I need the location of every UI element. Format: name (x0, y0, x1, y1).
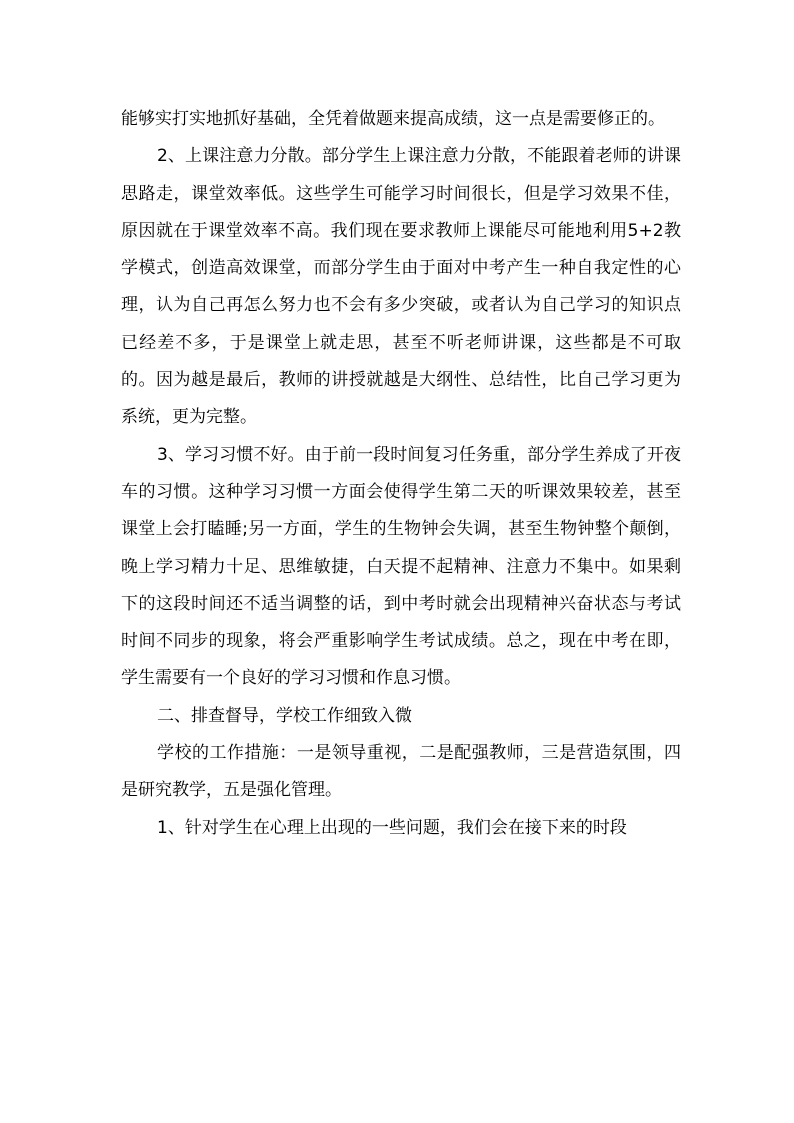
paragraph-psychology: 1、针对学生在心理上出现的一些问题，我们会在接下来的时段 (157, 817, 627, 838)
paragraph-study-habits: 3、学习习惯不好。由于前一段时间复习任务重，部分学生养成了开夜车的习惯。这种学习习惯一方面会使得学生第二天的听课效果较差，甚至课堂上会打瞌睡;另一方面，学生的生物钟会失调，甚至生物钟整个颠倒，晚上学习精力十足、思维敏捷，白天提不起精神、注意力不集中。如果剩下的这段时间还不适当调整的话，到中考时就会出现精神兴奋状态与考试时间不同步的现象，将会严重影响学生考试成绩。总之，现在中考在即，学生需要有一个良好的学习习惯和作息习惯。 (121, 444, 681, 689)
section-heading-supervision: 二、排查督导，学校工作细致入微 (157, 705, 412, 726)
document-body (121, 101, 681, 847)
paragraph-school-measures: 学校的工作措施：一是领导重视，二是配强教师，三是营造氛围，四是研究教学，五是强化管理。 (121, 743, 681, 801)
paragraph-continuation: 能够实打实地抓好基础，全凭着做题来提高成绩，这一点是需要修正的。 (121, 109, 665, 129)
paragraph-attention: 2、上课注意力分散。部分学生上课注意力分散，不能跟着老师的讲课思路走，课堂效率低。这些学生可能学习时间很长，但是学习效果不佳，原因就在于课堂效率不高。我们现在要求教师上课能尽可能地利用5+2教学模式，创造高效课堂，而部分学生由于面对中考产生一种自我定性的心理，认为自己再怎么努力也不会有多少突破，或者认为自己学习的知识点已经差不多，于是课堂上就走思，甚至不听老师讲课，这些都是不可取的。因为越是最后，教师的讲授就越是大纲性、总结性，比自己学习更为系统，更为完整。 (121, 146, 681, 428)
